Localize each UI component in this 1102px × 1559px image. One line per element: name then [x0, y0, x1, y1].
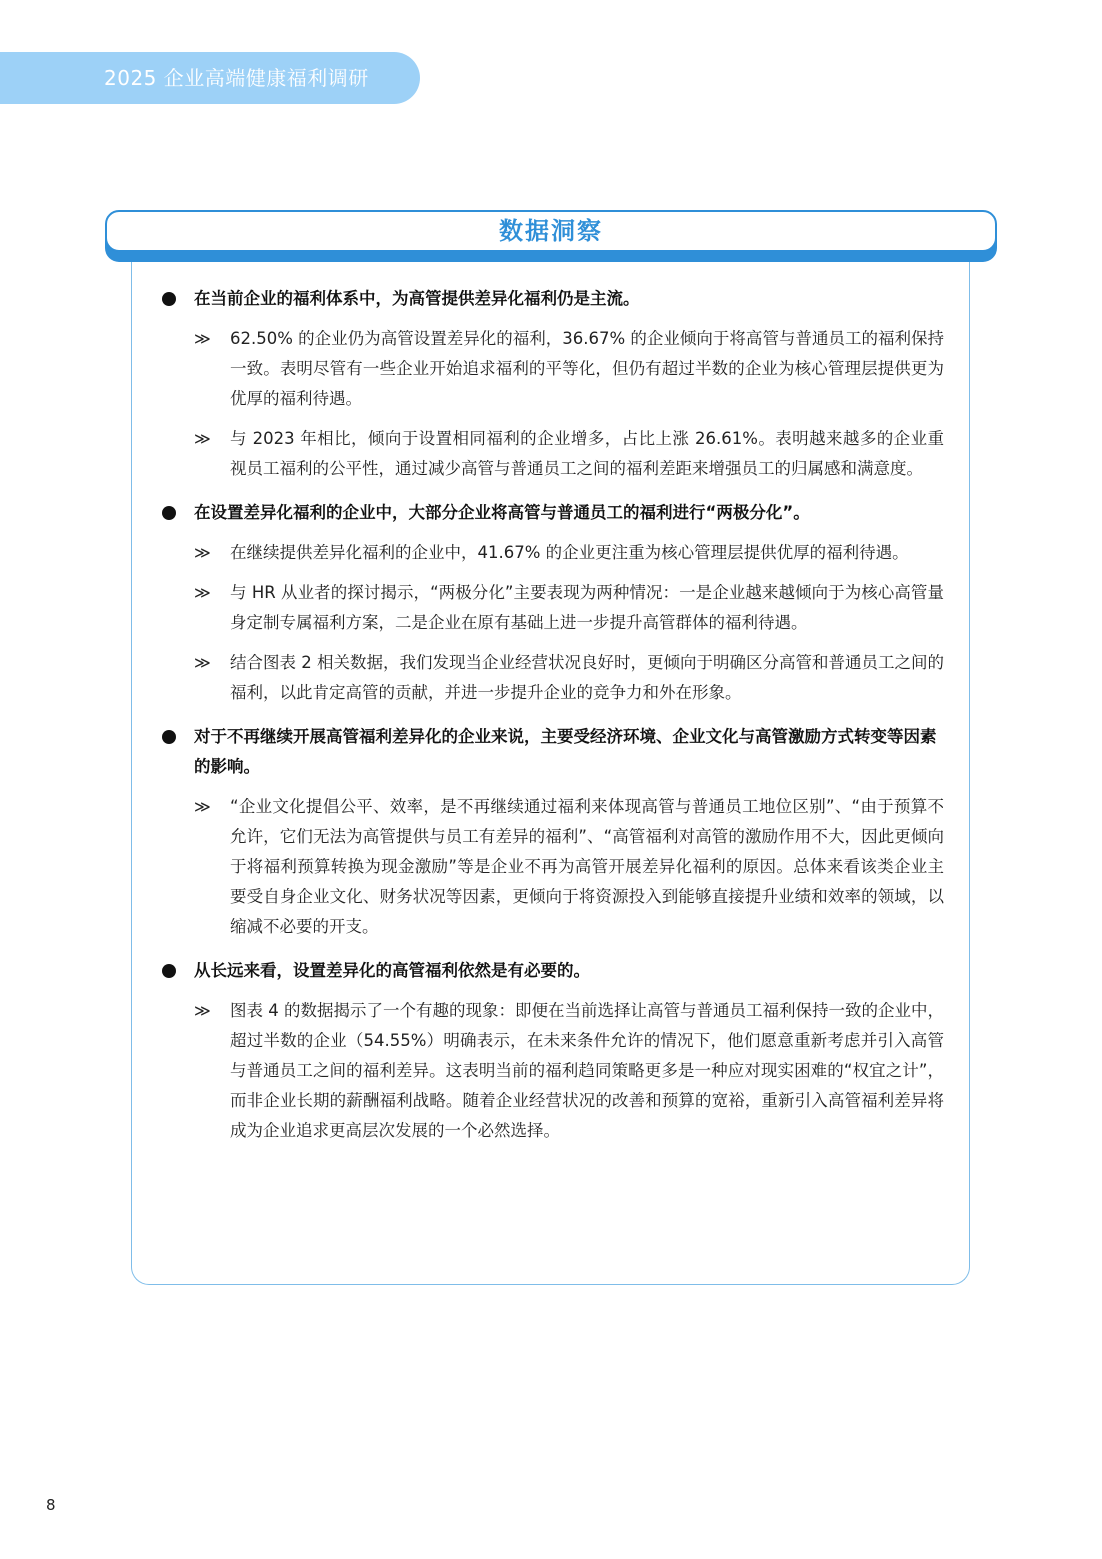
- bullet-dot-icon: [162, 730, 176, 744]
- panel-title: 数据洞察: [499, 217, 603, 245]
- main-point-text: 从长远来看，设置差异化的高管福利依然是有必要的。: [194, 961, 590, 980]
- panel-title-bar: [105, 210, 997, 252]
- sub-point: [160, 996, 944, 1146]
- insight-section-4: [160, 956, 944, 1146]
- main-point-text: 在设置差异化福利的企业中，大部分企业将高管与普通员工的福利进行“两极分化”。: [194, 503, 810, 522]
- main-point: [160, 956, 944, 986]
- double-chevron-right-icon: ≫: [194, 653, 211, 672]
- sub-point: [160, 424, 944, 484]
- sub-point: [160, 324, 944, 414]
- main-point: [160, 284, 944, 314]
- double-chevron-right-icon: ≫: [194, 329, 211, 348]
- double-chevron-right-icon: ≫: [194, 429, 211, 448]
- report-title: 2025 企业高端健康福利调研: [104, 66, 369, 90]
- insight-content: [160, 284, 944, 1160]
- main-point-text: 在当前企业的福利体系中，为高管提供差异化福利仍是主流。: [194, 289, 640, 308]
- sub-point: [160, 648, 944, 708]
- sub-point-text: 与 HR 从业者的探讨揭示，“两极分化”主要表现为两种情况：一是企业越来越倾向于为核心高管量身定制专属福利方案，二是企业在原有基础上进一步提升高管群体的福利待遇。: [230, 583, 944, 632]
- insight-section-1: [160, 284, 944, 484]
- report-header-tab: [0, 52, 420, 104]
- page-number: 8: [46, 1496, 56, 1514]
- double-chevron-right-icon: ≫: [194, 1001, 211, 1020]
- sub-point-text: 结合图表 2 相关数据，我们发现当企业经营状况良好时，更倾向于明确区分高管和普通员工之间的福利，以此肯定高管的贡献，并进一步提升企业的竞争力和外在形象。: [230, 653, 944, 702]
- sub-point-text: 在继续提供差异化福利的企业中，41.67% 的企业更注重为核心管理层提供优厚的福利待遇。: [230, 543, 909, 562]
- sub-point-text: “企业文化提倡公平、效率，是不再继续通过福利来体现高管与普通员工地位区别”、“由于预算不允许，它们无法为高管提供与员工有差异的福利”、“高管福利对高管的激励作用不大，因此更倾向于将福利预算转换为现金激励”等是企业不再为高管开展差异化福利的原因。总体来看该类企业主要受自身企业文化、财务状况等因素，更倾向于将资源投入到能够直接提升业绩和效率的领域，以缩减不必要的开支。: [230, 797, 944, 936]
- sub-point-text: 62.50% 的企业仍为高管设置差异化的福利，36.67% 的企业倾向于将高管与普通员工的福利保持一致。表明尽管有一些企业开始追求福利的平等化，但仍有超过半数的企业为核心管理层提供更为优厚的福利待遇。: [230, 329, 944, 408]
- bullet-dot-icon: [162, 506, 176, 520]
- main-point: [160, 498, 944, 528]
- bullet-dot-icon: [162, 964, 176, 978]
- sub-point-text: 与 2023 年相比，倾向于设置相同福利的企业增多，占比上涨 26.61%。表明越来越多的企业重视员工福利的公平性，通过减少高管与普通员工之间的福利差距来增强员工的归属感和满意度。: [230, 429, 944, 478]
- double-chevron-right-icon: ≫: [194, 797, 211, 816]
- bullet-dot-icon: [162, 292, 176, 306]
- sub-point: [160, 538, 944, 568]
- double-chevron-right-icon: ≫: [194, 583, 211, 602]
- double-chevron-right-icon: ≫: [194, 543, 211, 562]
- main-point: [160, 722, 944, 782]
- sub-point: [160, 792, 944, 942]
- sub-point-text: 图表 4 的数据揭示了一个有趣的现象：即便在当前选择让高管与普通员工福利保持一致的企业中，超过半数的企业（54.55%）明确表示，在未来条件允许的情况下，他们愿意重新考虑并引入高管与普通员工之间的福利差异。这表明当前的福利趋同策略更多是一种应对现实困难的“权宜之计”，而非企业长期的薪酬福利战略。随着企业经营状况的改善和预算的宽裕，重新引入高管福利差异将成为企业追求更高层次发展的一个必然选择。: [230, 1001, 944, 1140]
- insight-section-3: [160, 722, 944, 942]
- insight-section-2: [160, 498, 944, 708]
- main-point-text: 对于不再继续开展高管福利差异化的企业来说，主要受经济环境、企业文化与高管激励方式转变等因素的影响。: [194, 727, 937, 776]
- sub-point: [160, 578, 944, 638]
